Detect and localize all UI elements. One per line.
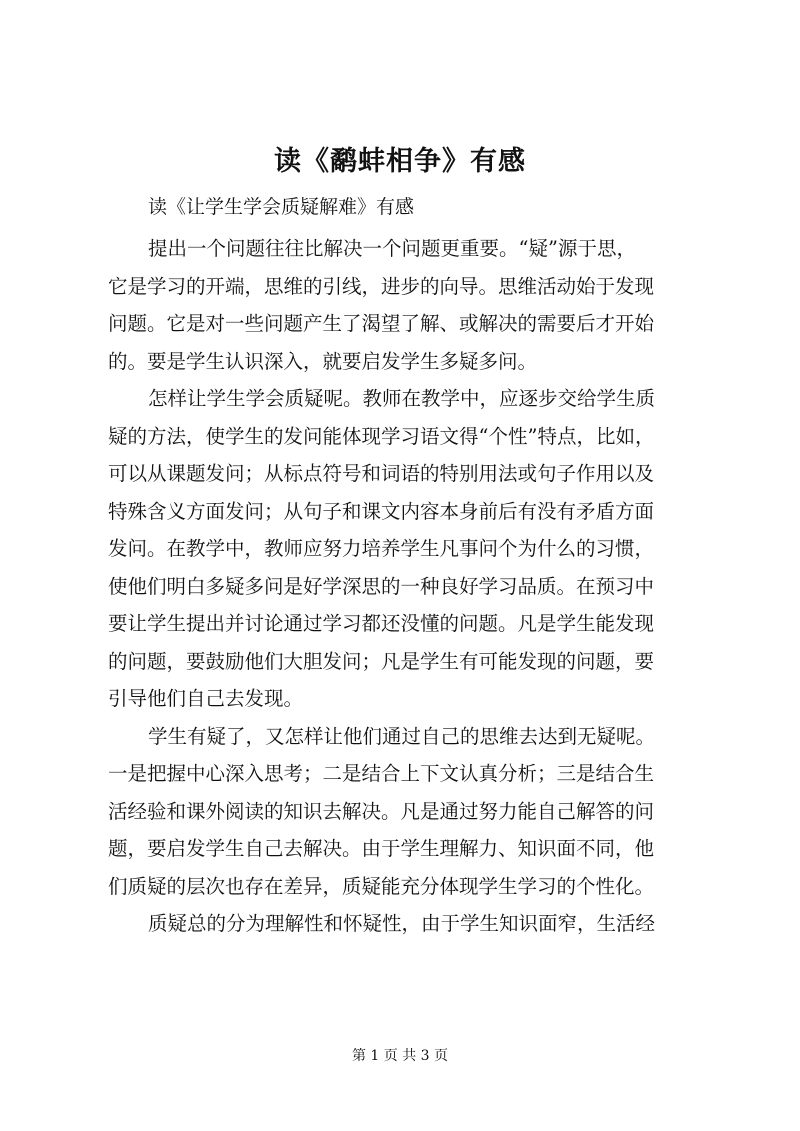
text-line: 疑的方法，使学生的发问能体现学习语文得“个性”特点，比如，	[108, 424, 655, 448]
text-line: 质疑总的分为理解性和怀疑性，由于学生知识面窄，生活经	[148, 912, 656, 935]
paragraph-3	[108, 718, 708, 906]
text-line: 可以从课题发问；从标点符号和词语的特别用法或句子作用以及	[108, 462, 655, 485]
document-title: 读《鹬蚌相争》有感	[274, 146, 526, 177]
paragraph-2	[108, 380, 708, 718]
text-line: 要让学生提出并讨论通过学习都还没懂的问题。凡是学生能发现	[108, 612, 655, 635]
text-line: 怎样让学生学会质疑呢。教师在教学中，应逐步交给学生质	[148, 387, 656, 410]
text-line: 题，要启发学生自己去解决。由于学生理解力、知识面不同，他	[108, 837, 655, 860]
text-line: 引导他们自己去发现。	[108, 687, 304, 710]
text-line: 的问题，要鼓励他们大胆发问；凡是学生有可能发现的问题，要	[108, 649, 655, 673]
text-line: 的。要是学生认识深入，就要启发学生多疑多问。	[108, 349, 538, 373]
text-line: 发问。在教学中，教师应努力培养学生凡事问个为什么的习惯，	[108, 537, 655, 560]
document-body	[108, 230, 708, 943]
text-line: 们质疑的层次也存在差异，质疑能充分体现学生学习的个性化。	[108, 874, 655, 898]
text-line: 一是把握中心深入思考；二是结合上下文认真分析；三是结合生	[108, 762, 655, 785]
paragraph-1	[108, 230, 708, 380]
text-line: 提出一个问题往往比解决一个问题更重要。“疑”源于思，	[148, 237, 636, 260]
text-line: 特殊含义方面发问；从句子和课文内容本身前后有没有矛盾方面	[108, 499, 655, 523]
paragraph-4	[108, 905, 708, 943]
page-number-footer: 第 1 页 共 3 页	[351, 1048, 449, 1064]
text-line: 活经验和课外阅读的知识去解决。凡是通过努力能自己解答的问	[108, 799, 655, 823]
text-line: 学生有疑了，又怎样让他们通过自己的思维去达到无疑呢。	[148, 724, 656, 748]
text-line: 它是学习的开端，思维的引线，进步的向导。思维活动始于发现	[108, 274, 655, 298]
text-line: 使他们明白多疑多问是好学深思的一种良好学习品质。在预习中	[108, 574, 655, 598]
text-line: 问题。它是对一些问题产生了渴望了解、或解决的需要后才开始	[108, 312, 655, 335]
document-subtitle: 读《让学生学会质疑解难》有感	[148, 196, 415, 218]
